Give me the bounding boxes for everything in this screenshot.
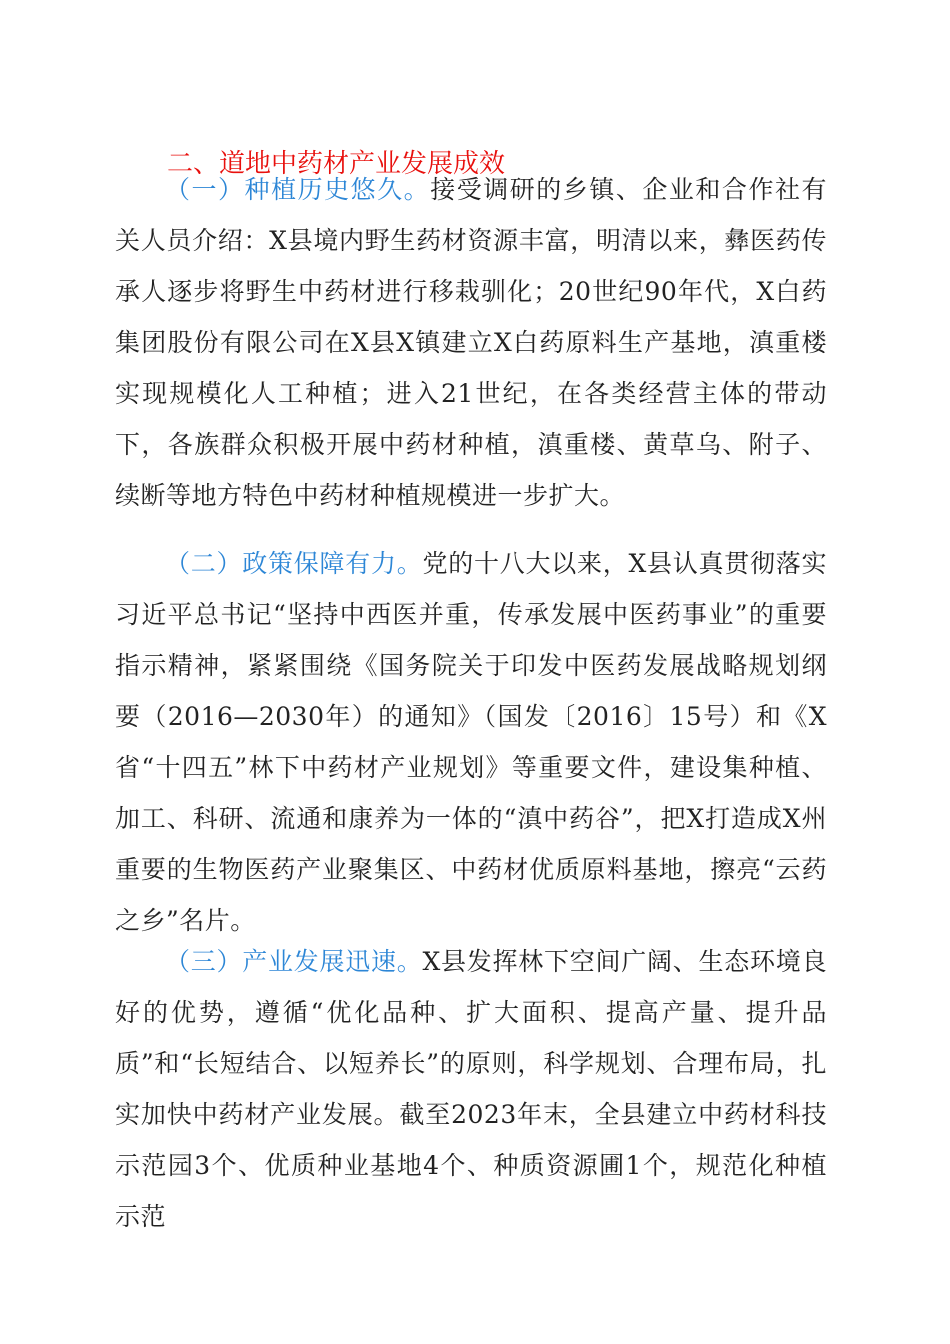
paragraph-industry-development [115, 936, 827, 1242]
paragraph-body: X县发挥林下空间广阔、生态环境良好的优势，遵循“优化品种、扩大面积、提高产量、提升品质”和“长短结合、以短养长”的原则，科学规划、合理布局，扎实加快中药材产业发展。截至2023年末，全县建立中药材科技示范园3个、优质种业基地4个、种质资源圃1个，规范化种植示范 [115, 947, 827, 1231]
paragraph-body: 党的十八大以来，X县认真贯彻落实习近平总书记“坚持中西医并重，传承发展中医药事业”的重要指示精神，紧紧围绕《国务院关于印发中医药发展战略规划纲要（2016—2030年）的通知》（国发〔2016〕15号）和《X省“十四五”林下中药材产业规划》等重要文件，建设集种植、加工、科研、流通和康养为一体的“滇中药谷”，把X打造成X州重要的生物医药产业聚集区、中药材优质原料基地，擦亮“云药之乡”名片。 [115, 549, 827, 935]
paragraph-subtitle: （二）政策保障有力。 [165, 549, 423, 578]
paragraph-body: 接受调研的乡镇、企业和合作社有关人员介绍：X县境内野生药材资源丰富，明清以来，彝医药传承人逐步将野生中药材进行移栽驯化；20世纪90年代，X白药集团股份有限公司在X县X镇建立X白药原料生产基地，滇重楼实现规模化人工种植；进入21世纪，在各类经营主体的带动下，各族群众积极开展中药材种植，滇重楼、黄草乌、附子、续断等地方特色中药材种植规模进一步扩大。 [115, 175, 827, 510]
paragraph-planting-history [115, 164, 827, 521]
paragraph-subtitle: （一）种植历史悠久。 [165, 175, 431, 204]
paragraph-policy-support [115, 538, 827, 946]
paragraph-subtitle: （三）产业发展迅速。 [165, 947, 423, 976]
section-heading: 二、道地中药材产业发展成效 [167, 149, 506, 179]
